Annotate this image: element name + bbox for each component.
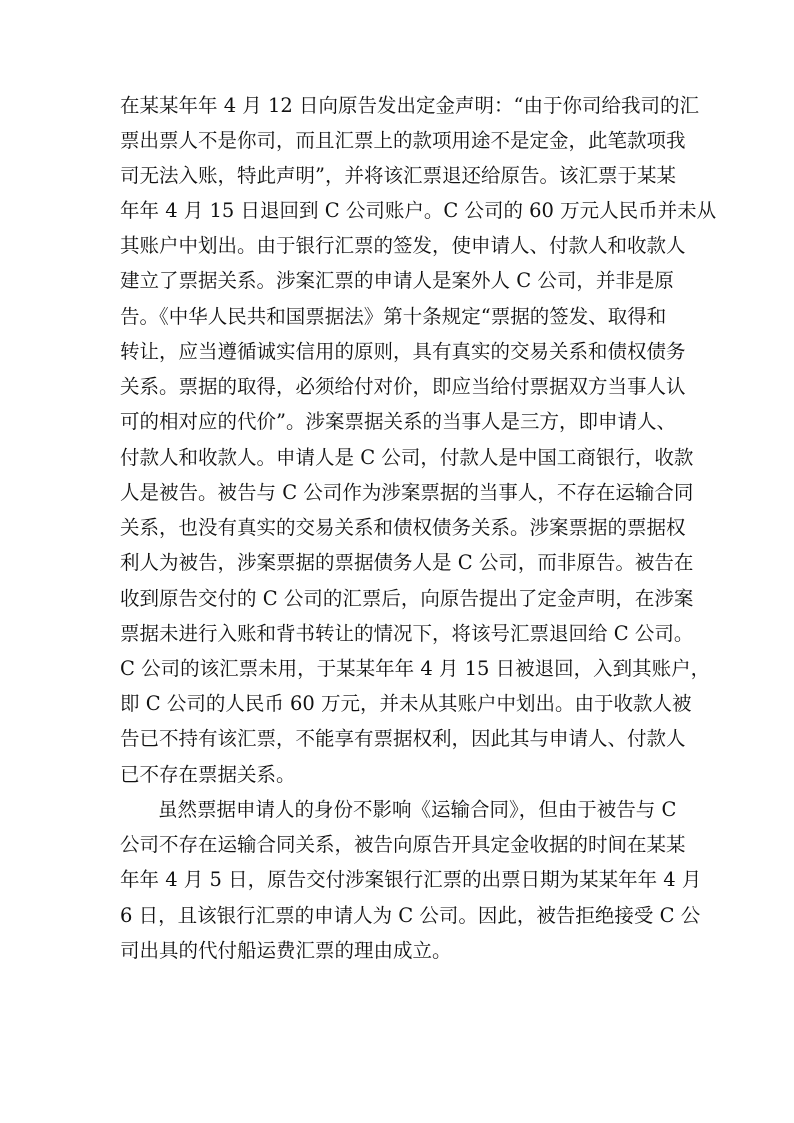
paragraph-2-line-2: 公司不存在运输合同关系，被告向原告开具定金收据的时间在某某	[120, 833, 686, 856]
paragraph-1-line-7: 告。《中华人民共和国票据法》第十条规定“票据的签发、取得和	[120, 305, 667, 328]
paragraph-1-line-4: 年年 4 月 15 日退回到 C 公司账户。C 公司的 60 万元人民币并未从	[120, 199, 717, 222]
paragraph-1-line-10: 可的相对应的代价”。涉案票据关系的当事人是三方，即申请人、	[120, 410, 676, 433]
paragraph-1-line-19: 告已不持有该汇票，不能享有票据权利，因此其与申请人、付款人	[120, 727, 686, 750]
paragraph-2-line-4: 6 日，且该银行汇票的申请人为 C 公司。因此，被告拒绝接受 C 公	[120, 904, 701, 927]
paragraph-1-line-11: 付款人和收款人。申请人是 C 公司，付款人是中国工商银行，收款	[120, 446, 694, 469]
paragraph-1-line-14: 利人为被告，涉案票据的票据债务人是 C 公司，而非原告。被告在	[120, 551, 694, 574]
paragraph-1-line-18: 即 C 公司的人民币 60 万元，并未从其账户中划出。由于收款人被	[120, 692, 692, 715]
paragraph-1-line-15: 收到原告交付的 C 公司的汇票后，向原告提出了定金声明，在涉案	[120, 587, 694, 610]
paragraph-1-line-13: 关系，也没有真实的交易关系和债权债务关系。涉案票据的票据权	[120, 516, 686, 539]
paragraph-1-line-1: 在某某年年 4 月 12 日向原告发出定金声明：“由于你司给我司的汇	[120, 94, 699, 117]
paragraph-2-line-3: 年年 4 月 5 日，原告交付涉案银行汇票的出票日期为某某年年 4 月	[120, 868, 702, 891]
paragraph-2-line-1: 虽然票据申请人的身份不影响《运输合同》，但由于被告与 C	[158, 798, 677, 821]
paragraph-1-line-20: 已不存在票据关系。	[120, 763, 296, 786]
paragraph-1-line-17: C 公司的该汇票未用，于某某年年 4 月 15 日被退回，入到其账户，	[120, 657, 711, 680]
paragraph-1-line-3: 司无法入账，特此声明”，并将该汇票退还给原告。该汇票于某某	[120, 164, 676, 187]
paragraph-1-line-12: 人是被告。被告与 C 公司作为涉案票据的当事人，不存在运输合同	[120, 481, 694, 504]
paragraph-1-line-8: 转让，应当遵循诚实信用的原则，具有真实的交易关系和债权债务	[120, 340, 686, 363]
paragraph-1-line-5: 其账户中划出。由于银行汇票的签发，使申请人、付款人和收款人	[120, 234, 686, 257]
paragraph-1-line-6: 建立了票据关系。涉案汇票的申请人是案外人 C 公司，并非是原	[120, 269, 674, 292]
paragraph-1-line-2: 票出票人不是你司，而且汇票上的款项用途不是定金，此笔款项我	[120, 129, 686, 152]
paragraph-2-line-5: 司出具的代付船运费汇票的理由成立。	[120, 939, 452, 962]
paragraph-1-line-9: 关系。票据的取得，必须给付对价，即应当给付票据双方当事人认	[120, 375, 686, 398]
paragraph-1-line-16: 票据未进行入账和背书转让的情况下，将该号汇票退回给 C 公司。	[120, 622, 694, 645]
